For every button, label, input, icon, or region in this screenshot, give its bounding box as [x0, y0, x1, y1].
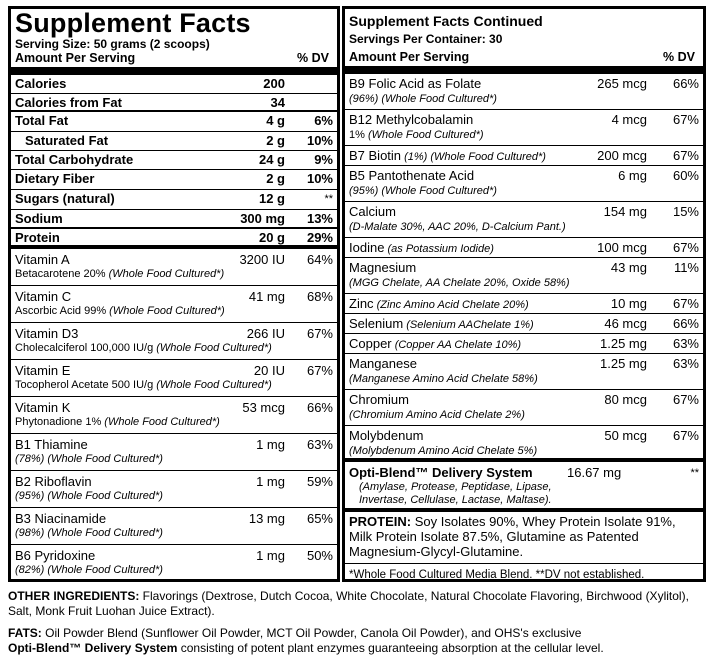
nutrient-dv: 60% [672, 168, 699, 183]
nutrient-note [349, 409, 699, 422]
nutrient-note-italic: (Whole Food Cultured*) [108, 268, 225, 280]
nutrient-amount: 12 g [258, 191, 285, 206]
nutrient-amount: 53 mcg [242, 400, 285, 415]
nutrient-line [349, 296, 699, 313]
nutrient-note-italic: (82%) (Whole Food Cultured*) [15, 564, 163, 576]
nutrient-note [349, 277, 699, 290]
macro-row [11, 112, 337, 132]
nutrient-note-plain: Ascorbic Acid 99% [15, 305, 110, 317]
nutrient-dv: 11% [673, 260, 699, 275]
nutrient-name-text: Magnesium [349, 260, 417, 275]
other-ingredients [8, 589, 706, 619]
nutrient-name-text: Chromium [349, 392, 409, 407]
nutrient-note-plain: 1% [349, 129, 368, 141]
nutrient-dv: 10% [306, 133, 333, 148]
nutrient-line [15, 474, 333, 490]
nutrient-dv: 67% [672, 392, 699, 407]
nutrient-note-italic: (Whole Food Cultured*) [367, 129, 484, 141]
protein-label: PROTEIN: [349, 514, 412, 529]
nutrient-inline-note: (Zinc Amino Acid Chelate 20%) [373, 299, 529, 311]
fats-text: Oil Powder Blend (Sunflower Oil Powder, MCT Oil Powder, Canola Oil Powder), and OHS's exclusive [41, 626, 582, 640]
nutrient-note-italic: (D-Malate 30%, AAC 20%, D-Calcium Pant.) [349, 221, 566, 233]
nutrient-note-italic: (95%) (Whole Food Cultured*) [349, 185, 497, 197]
nutrient-name-text: Selenium [349, 316, 404, 331]
macro-row [11, 94, 337, 112]
nutrient-amount: 200 mcg [597, 148, 647, 163]
amount-per-serving-label: Amount Per Serving [349, 50, 470, 64]
macro-line [15, 191, 333, 207]
macro-row [11, 210, 337, 229]
blend-row [345, 462, 703, 512]
macro-row [11, 229, 337, 249]
nutrient-row [11, 360, 337, 397]
nutrient-name [349, 296, 547, 313]
nutrient-name-text: B5 Pantothenate Acid [349, 168, 475, 183]
nutrient-amount: 46 mcg [604, 316, 647, 331]
nutrient-name-text: Molybdenum [349, 428, 424, 443]
nutrient-dv: 29% [306, 230, 333, 245]
servings-per-container: Servings Per Container: 30 [349, 32, 503, 46]
nutrient-amount: 13 mg [248, 511, 285, 526]
nutrient-name: Saturated Fat [25, 133, 109, 148]
nutrient-dv: 68% [306, 289, 333, 304]
nutrient-dv: 10% [306, 171, 333, 186]
nutrient-row [11, 508, 337, 545]
nutrient-dv: 50% [306, 548, 333, 563]
nutrient-row [345, 390, 703, 426]
supplement-facts-continued-panel [342, 6, 706, 582]
macro-line [15, 230, 333, 246]
nutrient-note-italic: (Manganese Amino Acid Chelate 58%) [349, 373, 538, 385]
nutrient-line [349, 356, 699, 373]
nutrient-name: Sugars (natural) [15, 191, 115, 206]
nutrient-line [349, 112, 699, 129]
nutrient-dv: 63% [672, 356, 699, 371]
nutrient-line [349, 240, 699, 257]
nutrient-amount: 2 g [266, 133, 285, 148]
nutrient-note [349, 445, 699, 458]
nutrient-name: Dietary Fiber [15, 171, 95, 186]
nutrient-name: Vitamin K [15, 400, 71, 415]
nutrient-amount: 1 mg [256, 548, 285, 563]
nutrient-amount: 4 mcg [611, 112, 647, 127]
nutrient-row [11, 397, 337, 434]
nutrient-amount: 80 mcg [604, 392, 647, 407]
nutrient-note-plain: Cholecalciferol 100,000 IU/g [15, 342, 157, 354]
nutrient-name: Sodium [15, 211, 63, 226]
nutrient-note-italic: (MGG Chelate, AA Chelate 20%, Oxide 58%) [349, 277, 570, 289]
nutrient-amount: 100 mcg [597, 240, 647, 255]
fats [8, 626, 706, 656]
macro-line [15, 171, 333, 187]
nutrient-dv: 67% [672, 240, 699, 255]
nutrient-dv: 66% [672, 316, 699, 331]
nutrient-amount: 34 [270, 95, 285, 110]
nutrient-note-plain: Tocopherol Acetate 500 IU/g [15, 379, 157, 391]
nutrient-note [15, 379, 333, 392]
nutrient-dv: 67% [672, 428, 699, 443]
supplement-facts-panel [8, 6, 340, 582]
nutrient-name-text: B9 Folic Acid as Folate [349, 76, 482, 91]
amount-per-serving-label: Amount Per Serving [15, 51, 136, 65]
nutrient-line [349, 204, 699, 221]
nutrient-dv: 67% [672, 148, 699, 163]
nutrient-note-italic: (Whole Food Cultured*) [109, 305, 225, 317]
amount-header [11, 51, 337, 75]
nutrient-line [349, 260, 699, 277]
nutrient-dv: 15% [672, 204, 699, 219]
nutrient-name: Protein [15, 230, 60, 245]
nutrient-row [345, 334, 703, 354]
nutrient-line [15, 363, 333, 379]
macro-row [11, 132, 337, 151]
nutrient-line [15, 326, 333, 342]
macro-line [15, 95, 333, 111]
serving-size: Serving Size: 50 grams (2 scoops) [15, 37, 210, 51]
nutrient-dv: 67% [672, 296, 699, 311]
protein-text: Soy Isolates 90%, Whey Protein Isolate 91%, Milk Protein Isolate 87.5%, Glutamine as Patented Magnesium-Glycyl-Glutamine. [349, 514, 676, 559]
nutrient-note-italic: (Molybdenum Amino Acid Chelate 5%) [349, 445, 538, 457]
nutrient-amount: 154 mg [603, 204, 647, 219]
nutrient-amount: 20 g [258, 230, 285, 245]
nutrient-name [349, 316, 547, 333]
nutrient-name [349, 204, 547, 221]
nutrient-row [345, 146, 703, 166]
nutrient-name-text: Zinc [349, 296, 374, 311]
macro-row [11, 151, 337, 170]
nutrient-amount: 3200 IU [239, 252, 285, 267]
nutrient-name-text: Iodine [349, 240, 385, 255]
nutrient-name-text: B12 Methylcobalamin [349, 112, 474, 127]
macro-line [15, 76, 333, 92]
nutrient-line [15, 548, 333, 564]
nutrient-line [15, 289, 333, 305]
nutrient-note [349, 221, 699, 234]
nutrient-note [349, 129, 699, 142]
nutrient-name: Vitamin C [15, 289, 72, 304]
nutrient-name: B6 Pyridoxine [15, 548, 96, 563]
nutrient-name-text: Manganese [349, 356, 417, 371]
nutrient-name [349, 148, 547, 165]
nutrient-line [349, 392, 699, 409]
nutrient-name: B1 Thiamine [15, 437, 88, 452]
fats-text-2: consisting of potent plant enzymes guaranteeing absorption at the cellular level. [177, 641, 604, 655]
nutrient-name: Total Fat [15, 113, 69, 128]
nutrient-name-text: B7 Biotin [349, 148, 402, 163]
macro-row [11, 75, 337, 94]
nutrient-row [11, 323, 337, 360]
nutrient-note-italic: (Whole Food Cultured*) [156, 379, 272, 391]
nutrient-name [349, 168, 547, 185]
macro-line [15, 211, 333, 227]
nutrient-amount: 4 g [266, 113, 285, 128]
nutrient-name: Total Carbohydrate [15, 152, 134, 167]
nutrient-row [345, 354, 703, 390]
nutrient-line [349, 148, 699, 165]
nutrient-dv: 66% [672, 76, 699, 91]
fats-opti-blend: Opti-Blend™ Delivery System [8, 641, 178, 655]
nutrient-dv: ** [324, 193, 333, 205]
nutrient-name [349, 356, 547, 373]
nutrient-name [349, 336, 547, 353]
panel-title-continued: Supplement Facts Continued [349, 13, 543, 29]
nutrient-row [345, 166, 703, 202]
nutrient-name-text: Calcium [349, 204, 396, 219]
nutrient-name: Calories from Fat [15, 95, 122, 110]
nutrient-note [15, 342, 333, 355]
nutrient-dv: 67% [672, 112, 699, 127]
nutrient-row [345, 110, 703, 146]
nutrient-row [345, 202, 703, 238]
nutrient-dv: 63% [672, 336, 699, 351]
nutrient-dv: 65% [306, 511, 333, 526]
nutrient-name: B3 Niacinamide [15, 511, 107, 526]
nutrient-name [349, 112, 547, 129]
nutrient-dv: 63% [306, 437, 333, 452]
nutrient-name-text: Copper [349, 336, 392, 351]
nutrient-row [11, 434, 337, 471]
nutrient-line [15, 437, 333, 453]
nutrient-line [349, 336, 699, 353]
nutrient-row [345, 258, 703, 294]
nutrient-dv: 59% [306, 474, 333, 489]
blend-line-1: (Amylase, Protease, Peptidase, Lipase, [359, 481, 552, 493]
nutrient-dv [285, 95, 333, 111]
nutrient-note-plain: Phytonadione 1% [15, 416, 105, 428]
nutrient-amount: 1.25 mg [600, 336, 647, 351]
nutrient-note [15, 564, 333, 577]
nutrient-note-italic: (Chromium Amino Acid Chelate 2%) [349, 409, 525, 421]
nutrient-amount: 24 g [258, 152, 285, 167]
nutrient-note [349, 373, 699, 386]
amount-header [345, 46, 703, 74]
nutrient-name [349, 260, 547, 277]
nutrient-amount: 200 [263, 76, 285, 91]
macro-line [15, 113, 333, 129]
nutrient-amount: 20 IU [253, 363, 285, 378]
nutrient-amount: 50 mcg [604, 428, 647, 443]
nutrient-note-italic: (Whole Food Cultured*) [104, 416, 220, 428]
nutrient-amount: 1.25 mg [600, 356, 647, 371]
nutrient-note-italic: (96%) (Whole Food Cultured*) [349, 93, 497, 105]
nutrient-amount: 1 mg [256, 437, 285, 452]
nutrient-line [15, 511, 333, 527]
nutrient-note [349, 93, 699, 106]
nutrient-note [15, 268, 333, 281]
macro-line [15, 152, 333, 168]
nutrient-amount: 41 mg [248, 289, 285, 304]
nutrient-inline-note: (Copper AA Chelate 10%) [391, 339, 522, 351]
nutrient-amount: 16.67 mg [567, 465, 622, 480]
nutrient-dv: 13% [306, 211, 333, 226]
nutrient-note-italic: (98%) (Whole Food Cultured*) [15, 527, 163, 539]
nutrient-dv: 6% [314, 113, 333, 128]
nutrient-name [349, 76, 547, 93]
nutrient-note-italic: (95%) (Whole Food Cultured*) [15, 490, 163, 502]
footnote: *Whole Food Cultured Media Blend. **DV not established. [349, 569, 645, 581]
nutrient-note-plain: Betacarotene 20% [15, 268, 109, 280]
nutrient-dv [285, 76, 333, 92]
nutrient-name [349, 240, 547, 257]
nutrient-dv: ** [690, 467, 699, 479]
nutrient-row [345, 314, 703, 334]
nutrient-amount: 266 IU [246, 326, 285, 341]
nutrient-row [11, 545, 337, 582]
nutrient-note [349, 185, 699, 198]
nutrient-row [11, 471, 337, 508]
nutrient-line [15, 252, 333, 268]
nutrient-inline-note: (1%) (Whole Food Cultured*) [401, 151, 546, 163]
nutrient-row [11, 286, 337, 323]
nutrient-row [345, 238, 703, 258]
nutrient-amount: 265 mcg [597, 76, 647, 91]
nutrient-amount: 300 mg [240, 211, 285, 226]
nutrient-name: Calories [15, 76, 67, 91]
nutrient-amount: 1 mg [256, 474, 285, 489]
nutrient-note-italic: (78%) (Whole Food Cultured*) [15, 453, 163, 465]
nutrient-note [15, 305, 333, 318]
macro-row [11, 190, 337, 210]
macro-line [15, 133, 333, 149]
nutrient-name: Opti-Blend™ Delivery System [349, 465, 533, 480]
protein-row [345, 512, 703, 564]
nutrient-dv: 64% [306, 252, 333, 267]
nutrient-name [349, 428, 547, 445]
nutrient-inline-note: (as Potassium Iodide) [384, 243, 494, 255]
nutrient-amount: 2 g [266, 171, 285, 186]
nutrient-line [349, 316, 699, 333]
nutrient-dv: 66% [306, 400, 333, 415]
nutrient-row [345, 294, 703, 314]
dv-header: % DV [663, 50, 695, 64]
nutrient-name: Vitamin D3 [15, 326, 79, 341]
nutrient-name: B2 Riboflavin [15, 474, 92, 489]
nutrient-row [345, 426, 703, 462]
nutrient-line [15, 400, 333, 416]
nutrient-amount: 6 mg [618, 168, 647, 183]
nutrient-line [349, 168, 699, 185]
dv-header: % DV [297, 51, 329, 65]
nutrient-note [15, 416, 333, 429]
nutrient-inline-note: (Selenium AAChelate 1%) [403, 319, 534, 331]
panel-title: Supplement Facts [15, 8, 251, 38]
nutrient-amount: 43 mg [610, 260, 647, 275]
nutrient-note [15, 490, 333, 503]
nutrient-note [15, 453, 333, 466]
nutrient-name: Vitamin E [15, 363, 71, 378]
nutrient-line [349, 428, 699, 445]
other-ingredients-text: Flavorings (Dextrose, Dutch Cocoa, White Chocolate, Natural Chocolate Flavoring, Birchwood (Xylitol), Salt, Monk Fruit Luohan Juice Extract). [8, 589, 689, 618]
fats-label: FATS: [8, 626, 42, 640]
nutrient-dv: 67% [306, 363, 333, 378]
nutrient-row [345, 74, 703, 110]
nutrient-note [15, 527, 333, 540]
nutrient-dv: 67% [306, 326, 333, 341]
blend-line-2: Invertase, Cellulase, Lactase, Maltase). [359, 494, 552, 506]
other-ingredients-label: OTHER INGREDIENTS: [8, 589, 140, 603]
nutrient-name [349, 392, 547, 409]
nutrient-dv: 9% [314, 152, 333, 167]
nutrient-name: Vitamin A [15, 252, 70, 267]
nutrient-row [11, 249, 337, 286]
nutrient-amount: 10 mg [610, 296, 647, 311]
nutrient-note-italic: (Whole Food Cultured*) [156, 342, 272, 354]
nutrient-line [349, 76, 699, 93]
macro-row [11, 170, 337, 190]
